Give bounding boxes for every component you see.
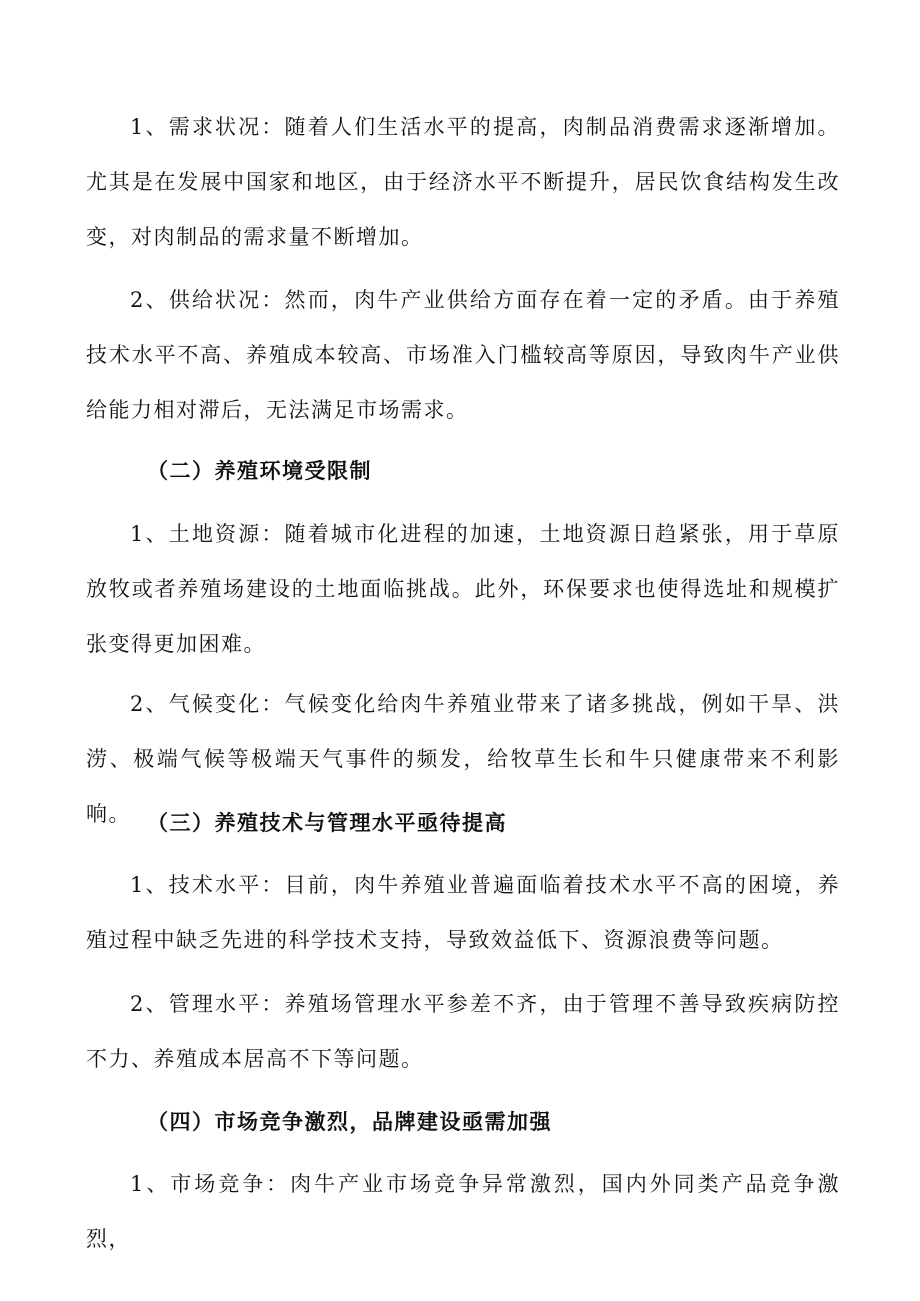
paragraph-management-level: 2、管理水平：养殖场管理水平参差不齐，由于管理不善导致疾病防控不力、养殖成本居高不下等问题。 [86,992,840,1071]
paragraph-land-resources: 1、土地资源：随着城市化进程的加速，土地资源日趋紧张，用于草原放牧或者养殖场建设的土地面临挑战。此外，环保要求也使得选址和规模扩张变得更加困难。 [86,522,840,656]
paragraph-supply-status: 2、供给状况：然而，肉牛产业供给方面存在着一定的矛盾。由于养殖技术水平不高、养殖成本较高、市场准入门槛较高等原因，导致肉牛产业供给能力相对滞后，无法满足市场需求。 [86,288,840,422]
section-heading-tech-management: （三）养殖技术与管理水平亟待提高 [147,810,507,835]
paragraph-market-competition: 1、市场竞争：肉牛产业市场竞争异常激烈，国内外同类产品竞争激烈， [86,1172,840,1251]
paragraph-climate-change: 2、气候变化：气候变化给肉牛养殖业带来了诸多挑战，例如干旱、洪涝、极端气候等极端天气事件的频发，给牧草生长和牛只健康带来不利影响。 [86,692,840,826]
section-heading-market-brand: （四）市场竞争激烈，品牌建设亟需加强 [147,1109,552,1134]
paragraph-technology-level: 1、技术水平：目前，肉牛养殖业普遍面临着技术水平不高的困境，养殖过程中缺乏先进的科学技术支持，导致效益低下、资源浪费等问题。 [86,873,840,952]
paragraph-demand-status: 1、需求状况：随着人们生活水平的提高，肉制品消费需求逐渐增加。尤其是在发展中国家和地区，由于经济水平不断提升，居民饮食结构发生改变，对肉制品的需求量不断增加。 [86,115,840,249]
section-heading-environment: （二）养殖环境受限制 [147,458,372,483]
